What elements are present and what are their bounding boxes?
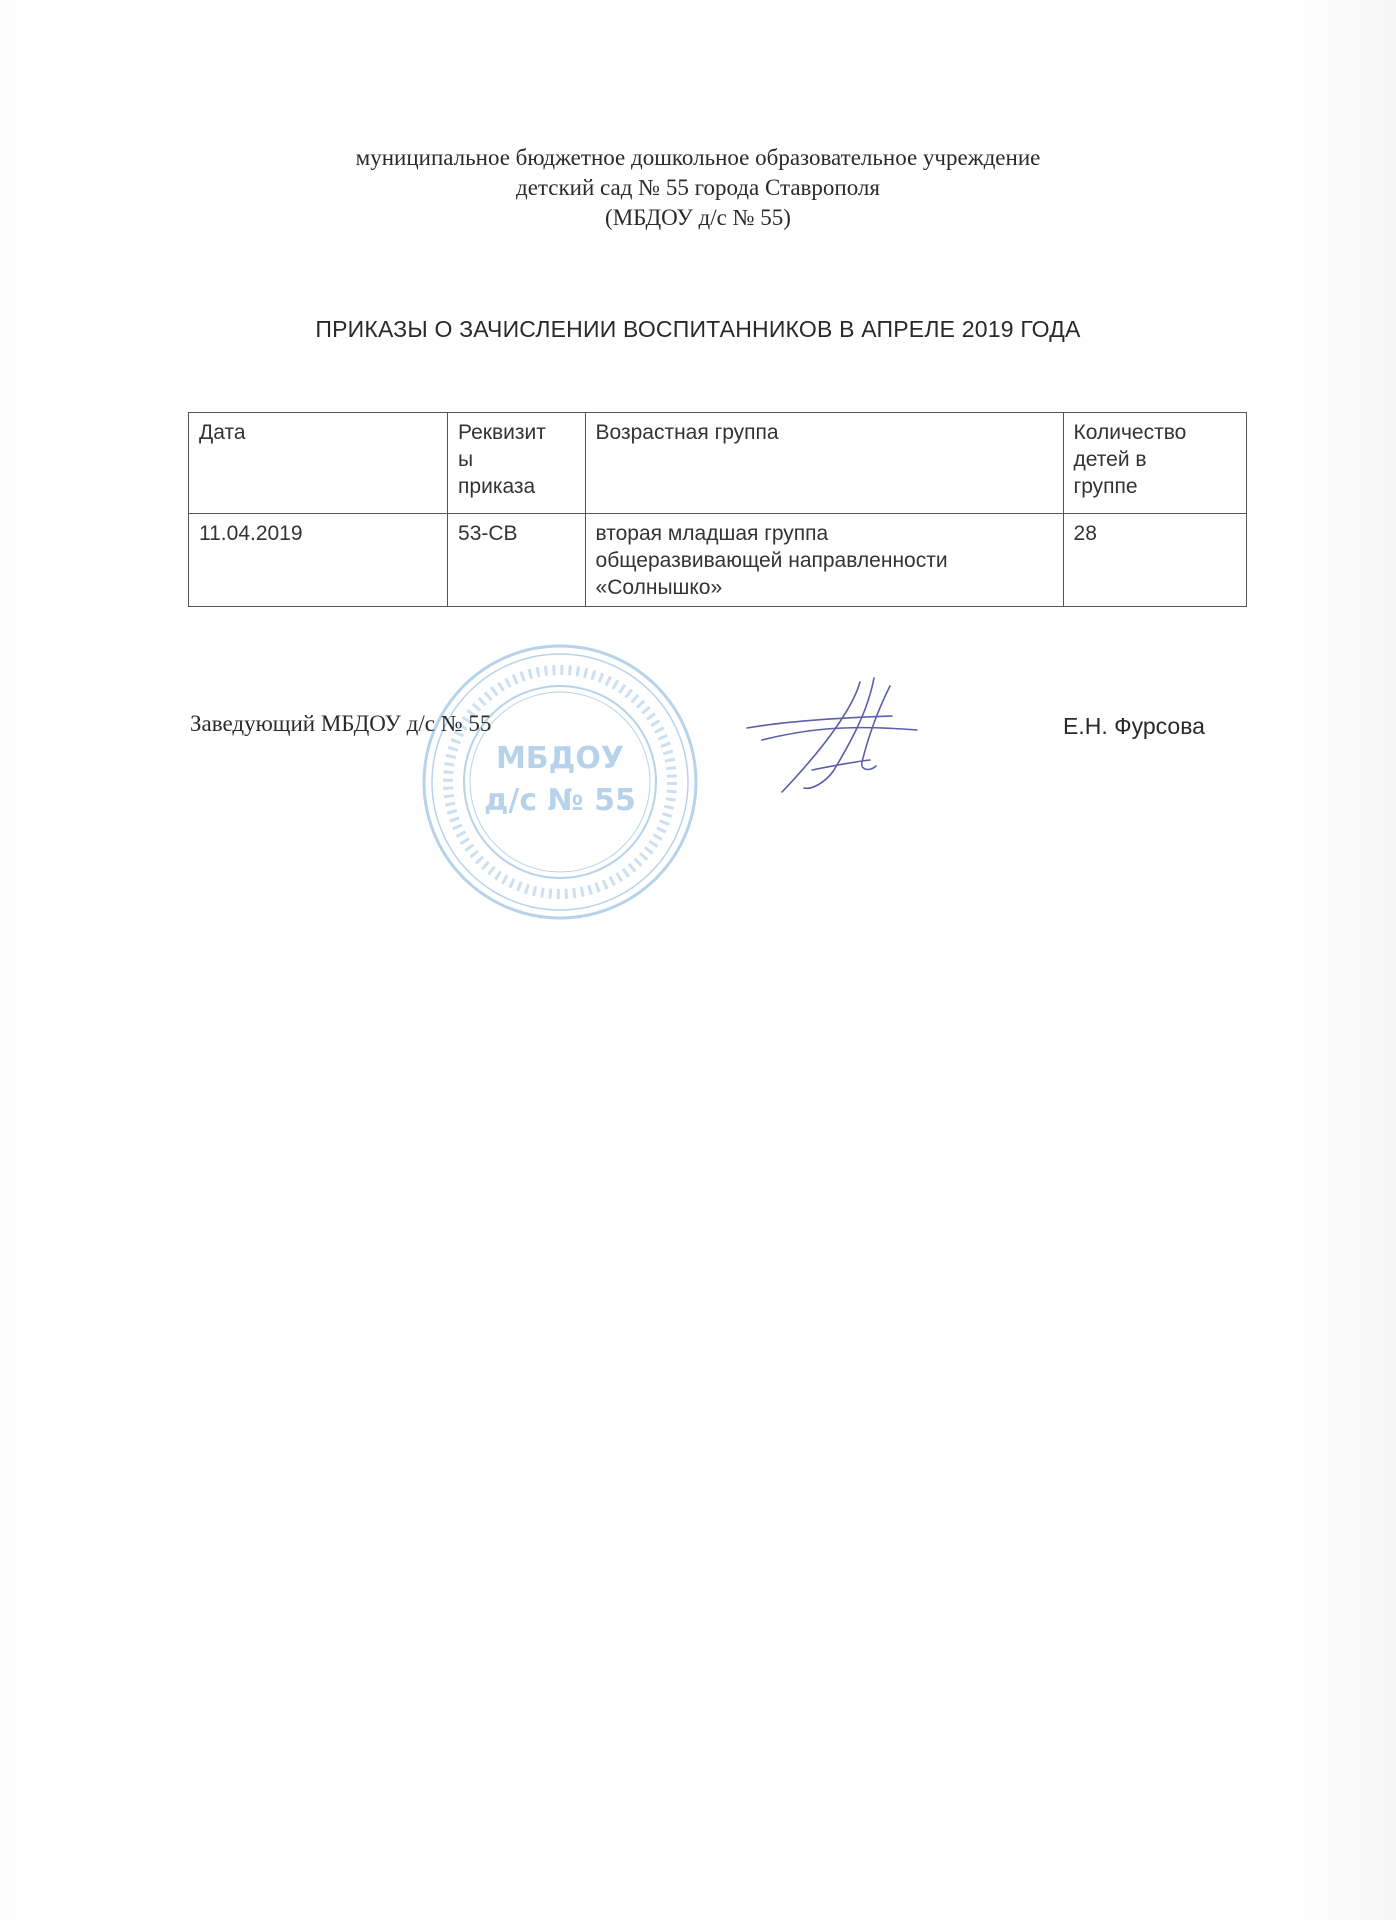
stamp-center-line-1: МБДОУ: [495, 741, 625, 776]
signer-name: Е.Н. Фурсова: [1063, 713, 1205, 739]
signer-position: Заведующий МБДОУ д/с № 55: [190, 711, 492, 736]
header-age-group: Возрастная группа: [585, 413, 1063, 514]
header-count-line-1: Количество: [1073, 421, 1187, 444]
orders-table: [188, 412, 1247, 607]
header-requisites-line-1: Реквизит: [458, 421, 546, 444]
header-date: Дата: [189, 413, 448, 514]
cell-requisites: 53-СВ: [448, 514, 586, 607]
cell-age-group: [585, 514, 1063, 607]
header-count-line-3: группе: [1073, 475, 1138, 498]
header-requisites-line-2: ы: [458, 448, 474, 471]
table-row: [189, 514, 1247, 607]
handwritten-signature-icon: [742, 670, 922, 810]
cell-children-count: 28: [1063, 514, 1246, 607]
header-count-line-2: детей в: [1073, 448, 1147, 471]
cell-group-line-1: вторая младшая группа: [595, 522, 829, 545]
cell-date: 11.04.2019: [189, 514, 448, 607]
header-children-count: [1063, 413, 1246, 514]
document-title: ПРИКАЗЫ О ЗАЧИСЛЕНИИ ВОСПИТАННИКОВ В АПРЕЛЕ 2019 ГОДА: [315, 316, 1081, 342]
official-stamp-icon: [418, 640, 703, 925]
cell-group-line-2: общеразвивающей направленности: [595, 549, 948, 572]
stamp-center-line-2: д/с № 55: [484, 783, 636, 818]
header-requisites: [448, 413, 586, 514]
cell-group-line-3: «Солнышко»: [595, 576, 723, 599]
header-line-2: детский сад № 55 города Ставрополя: [516, 175, 880, 200]
header-line-1: муниципальное бюджетное дошкольное образовательное учреждение: [355, 145, 1041, 170]
header-requisites-line-3: приказа: [458, 475, 536, 498]
header-line-3: (МБДОУ д/с № 55): [605, 205, 791, 230]
institution-header: [0, 143, 1396, 233]
table-header-row: [189, 413, 1247, 514]
